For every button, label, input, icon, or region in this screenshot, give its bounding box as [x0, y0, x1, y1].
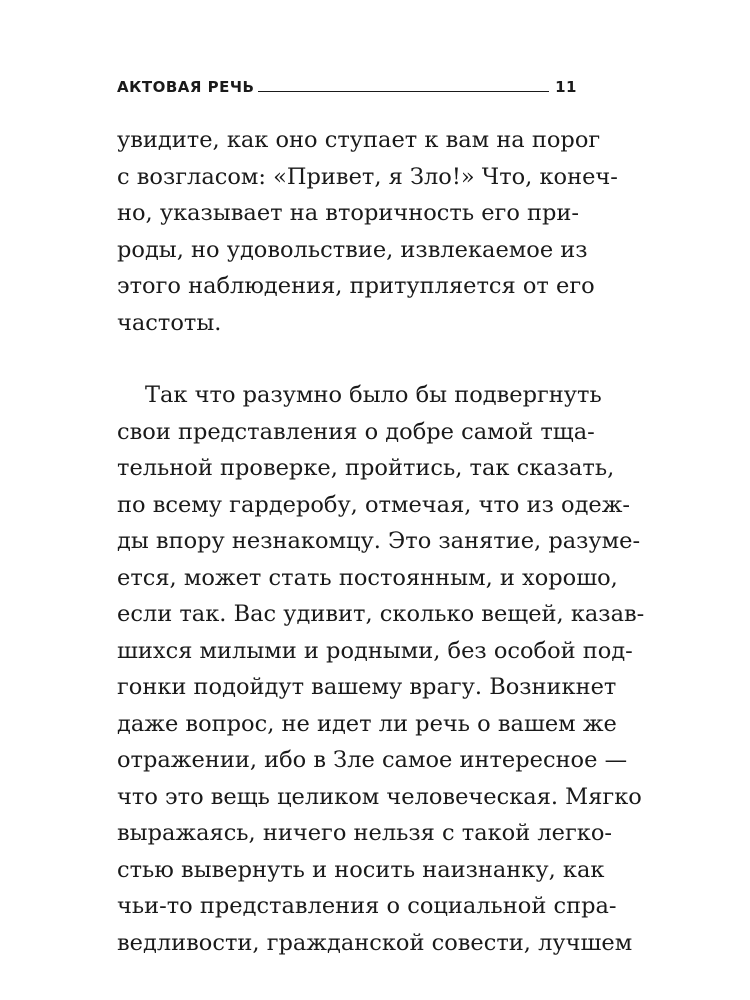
text-line: Так что разумно было бы подвергнуть — [145, 382, 602, 408]
text-line: даже вопрос, не идет ли речь о вашем же — [117, 710, 617, 737]
running-header — [117, 70, 577, 96]
text-line: ведливости, гражданской совести, лучшем — [117, 929, 633, 956]
page-number: 11 — [555, 78, 577, 96]
running-title: АКТОВАЯ РЕЧЬ — [117, 78, 255, 96]
text-line: чьи-то представления о социальной спра- — [117, 893, 617, 919]
text-line: гонки подойдут вашему врагу. Возникнет — [117, 674, 617, 700]
paragraph-2 — [117, 377, 645, 961]
text-line: этого наблюдения, притупляется от его — [117, 273, 595, 299]
text-line: тельной проверке, пройтись, так сказать, — [117, 455, 615, 481]
text-line: увидите, как оно ступает к вам на порог — [117, 127, 601, 153]
body-text — [117, 122, 645, 961]
text-line: если так. Вас удивит, сколько вещей, казав- — [117, 601, 645, 627]
header-rule — [258, 91, 549, 92]
text-line: отражении, ибо в Зле самое интересное — — [117, 747, 628, 773]
text-line: по всему гардеробу, отмечая, что из одеж- — [117, 491, 631, 518]
text-line: ется, может стать постоянным, и хорошо, — [117, 564, 618, 591]
text-line: шихся милыми и родными, без особой под- — [117, 637, 633, 664]
text-line: стью вывернуть и носить наизнанку, как — [117, 856, 605, 883]
text-line: ды впору незнакомцу. Это занятие, разуме- — [117, 528, 641, 554]
paragraph-1 — [117, 122, 618, 341]
text-line: с возгласом: «Привет, я Зло!» Что, конеч- — [117, 163, 618, 190]
text-line: роды, но удовольствие, извлекаемое из — [117, 236, 588, 263]
text-line: но, указывает на вторичность его при- — [117, 200, 580, 226]
text-line: выражаясь, ничего нельзя с такой легко- — [117, 820, 612, 846]
text-line: что это вещь целиком человеческая. Мягко — [117, 783, 642, 810]
text-line: свои представления о добре самой тща- — [117, 418, 595, 445]
text-line: частоты. — [117, 309, 222, 336]
